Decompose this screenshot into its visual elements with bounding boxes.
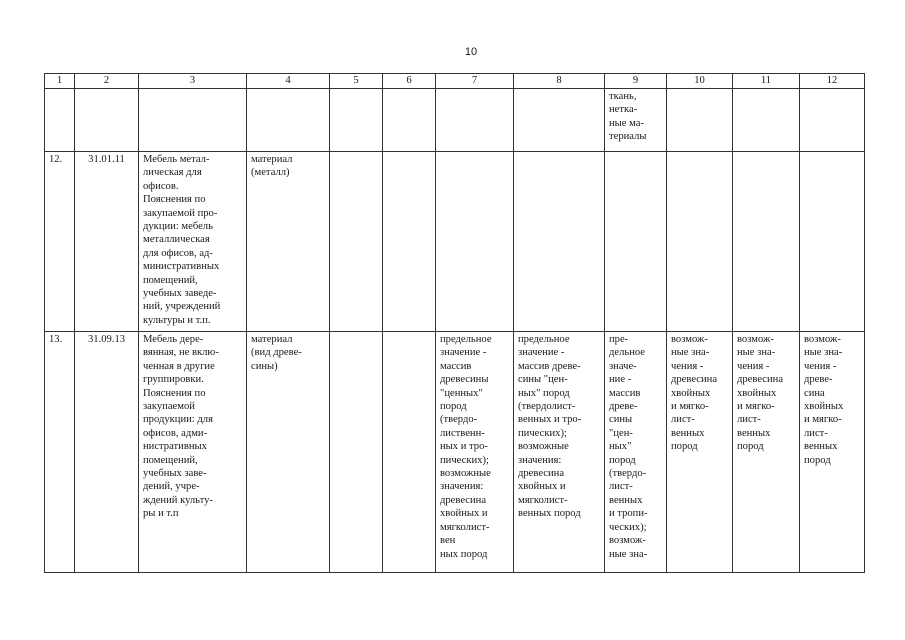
table-cell xyxy=(383,89,436,152)
column-header: 12 xyxy=(800,74,865,89)
product-name: Мебель метал- лическая для офисов. Пояснения по закупаемой про- дукции: мебель металлическая для офисов, ад- министративных помещений, учебных заведе- ний, учреждений культуры и т.п. xyxy=(143,154,221,326)
characteristic: материал (металл) xyxy=(251,154,293,179)
table-cell xyxy=(330,152,383,332)
table-cell xyxy=(514,152,605,332)
procurement-table xyxy=(44,73,865,573)
table-cell xyxy=(733,332,800,573)
table-cell xyxy=(514,332,605,573)
possible-values: возмож- ные зна- чения - древесина хвойных и мягко- лист- венных пород xyxy=(671,334,718,453)
column-header: 4 xyxy=(247,74,330,89)
table-cell xyxy=(45,332,75,573)
table-row xyxy=(45,332,865,573)
table-cell xyxy=(75,152,139,332)
table-cell xyxy=(733,89,800,152)
limit-value: предельное значение - массив древесины "ценных" пород (твердо- лиственн- ных и тро- пических); возможные значения: древесина хвойных и мягколист- вен ных пород xyxy=(440,334,492,560)
okpd-code: 31.01.11 xyxy=(88,154,125,165)
table-cell xyxy=(800,89,865,152)
table-cell xyxy=(247,152,330,332)
table-cell xyxy=(800,332,865,573)
column-header: 1 xyxy=(45,74,75,89)
column-header: 8 xyxy=(514,74,605,89)
limit-value: предельное значение - массив древе- сины "цен- ных" пород (твердолист- венных и тро- пических); возможные значения: древесина хвойных и мягколист- венных пород xyxy=(518,334,582,520)
table-cell xyxy=(383,332,436,573)
table-cell xyxy=(667,332,733,573)
table-cell xyxy=(330,89,383,152)
table-header-row xyxy=(45,74,865,89)
table-cell xyxy=(667,89,733,152)
okpd-code: 31.09.13 xyxy=(87,334,126,345)
table-row xyxy=(45,89,865,152)
table-cell xyxy=(605,89,667,152)
table-cell xyxy=(139,89,247,152)
table-cell xyxy=(45,152,75,332)
table-cell xyxy=(75,89,139,152)
table-row xyxy=(45,152,865,332)
table-cell xyxy=(733,152,800,332)
row-number: 12. xyxy=(49,154,63,165)
column-header: 3 xyxy=(139,74,247,89)
cell-text: ткань, нетка- ные ма- териалы xyxy=(609,91,647,143)
product-name: Мебель дере- вянная, не вклю- ченная в другие группировки. Пояснения по закупаемой продукции: для офисов, адми- нистративных помещений, учебных заве- дений, учре- ждений культу- ры и т.п xyxy=(143,334,219,520)
table-cell xyxy=(800,152,865,332)
table-cell xyxy=(45,89,75,152)
possible-values: возмож- ные зна- чения - древе- сина хвойных и мягко- лист- венных пород xyxy=(804,334,844,466)
column-header: 5 xyxy=(330,74,383,89)
characteristic: материал (вид древе- сины) xyxy=(251,334,302,372)
page-number: 10 xyxy=(464,46,478,58)
table-cell xyxy=(605,332,667,573)
table-cell xyxy=(247,332,330,573)
table-cell xyxy=(436,89,514,152)
possible-values: возмож- ные зна- чения - древесина хвойных и мягко- лист- венных пород xyxy=(737,334,784,453)
column-header: 6 xyxy=(383,74,436,89)
column-header: 11 xyxy=(733,74,800,89)
column-header: 9 xyxy=(605,74,667,89)
column-header: 2 xyxy=(75,74,139,89)
table-cell xyxy=(139,332,247,573)
table-cell xyxy=(436,152,514,332)
table-cell xyxy=(667,152,733,332)
limit-value: пре- дельное значе- ние - массив древе- сины "цен- ных" пород (твердо- лист- венных и тропи- ческих); возмож- ные зна- xyxy=(609,334,648,560)
table-cell xyxy=(605,152,667,332)
table-cell xyxy=(330,332,383,573)
table-cell xyxy=(139,152,247,332)
table-cell xyxy=(514,89,605,152)
table-cell xyxy=(436,332,514,573)
table-cell xyxy=(75,332,139,573)
table-cell xyxy=(247,89,330,152)
table-cell xyxy=(383,152,436,332)
column-header: 10 xyxy=(667,74,733,89)
row-number: 13. xyxy=(49,334,63,345)
column-header: 7 xyxy=(436,74,514,89)
